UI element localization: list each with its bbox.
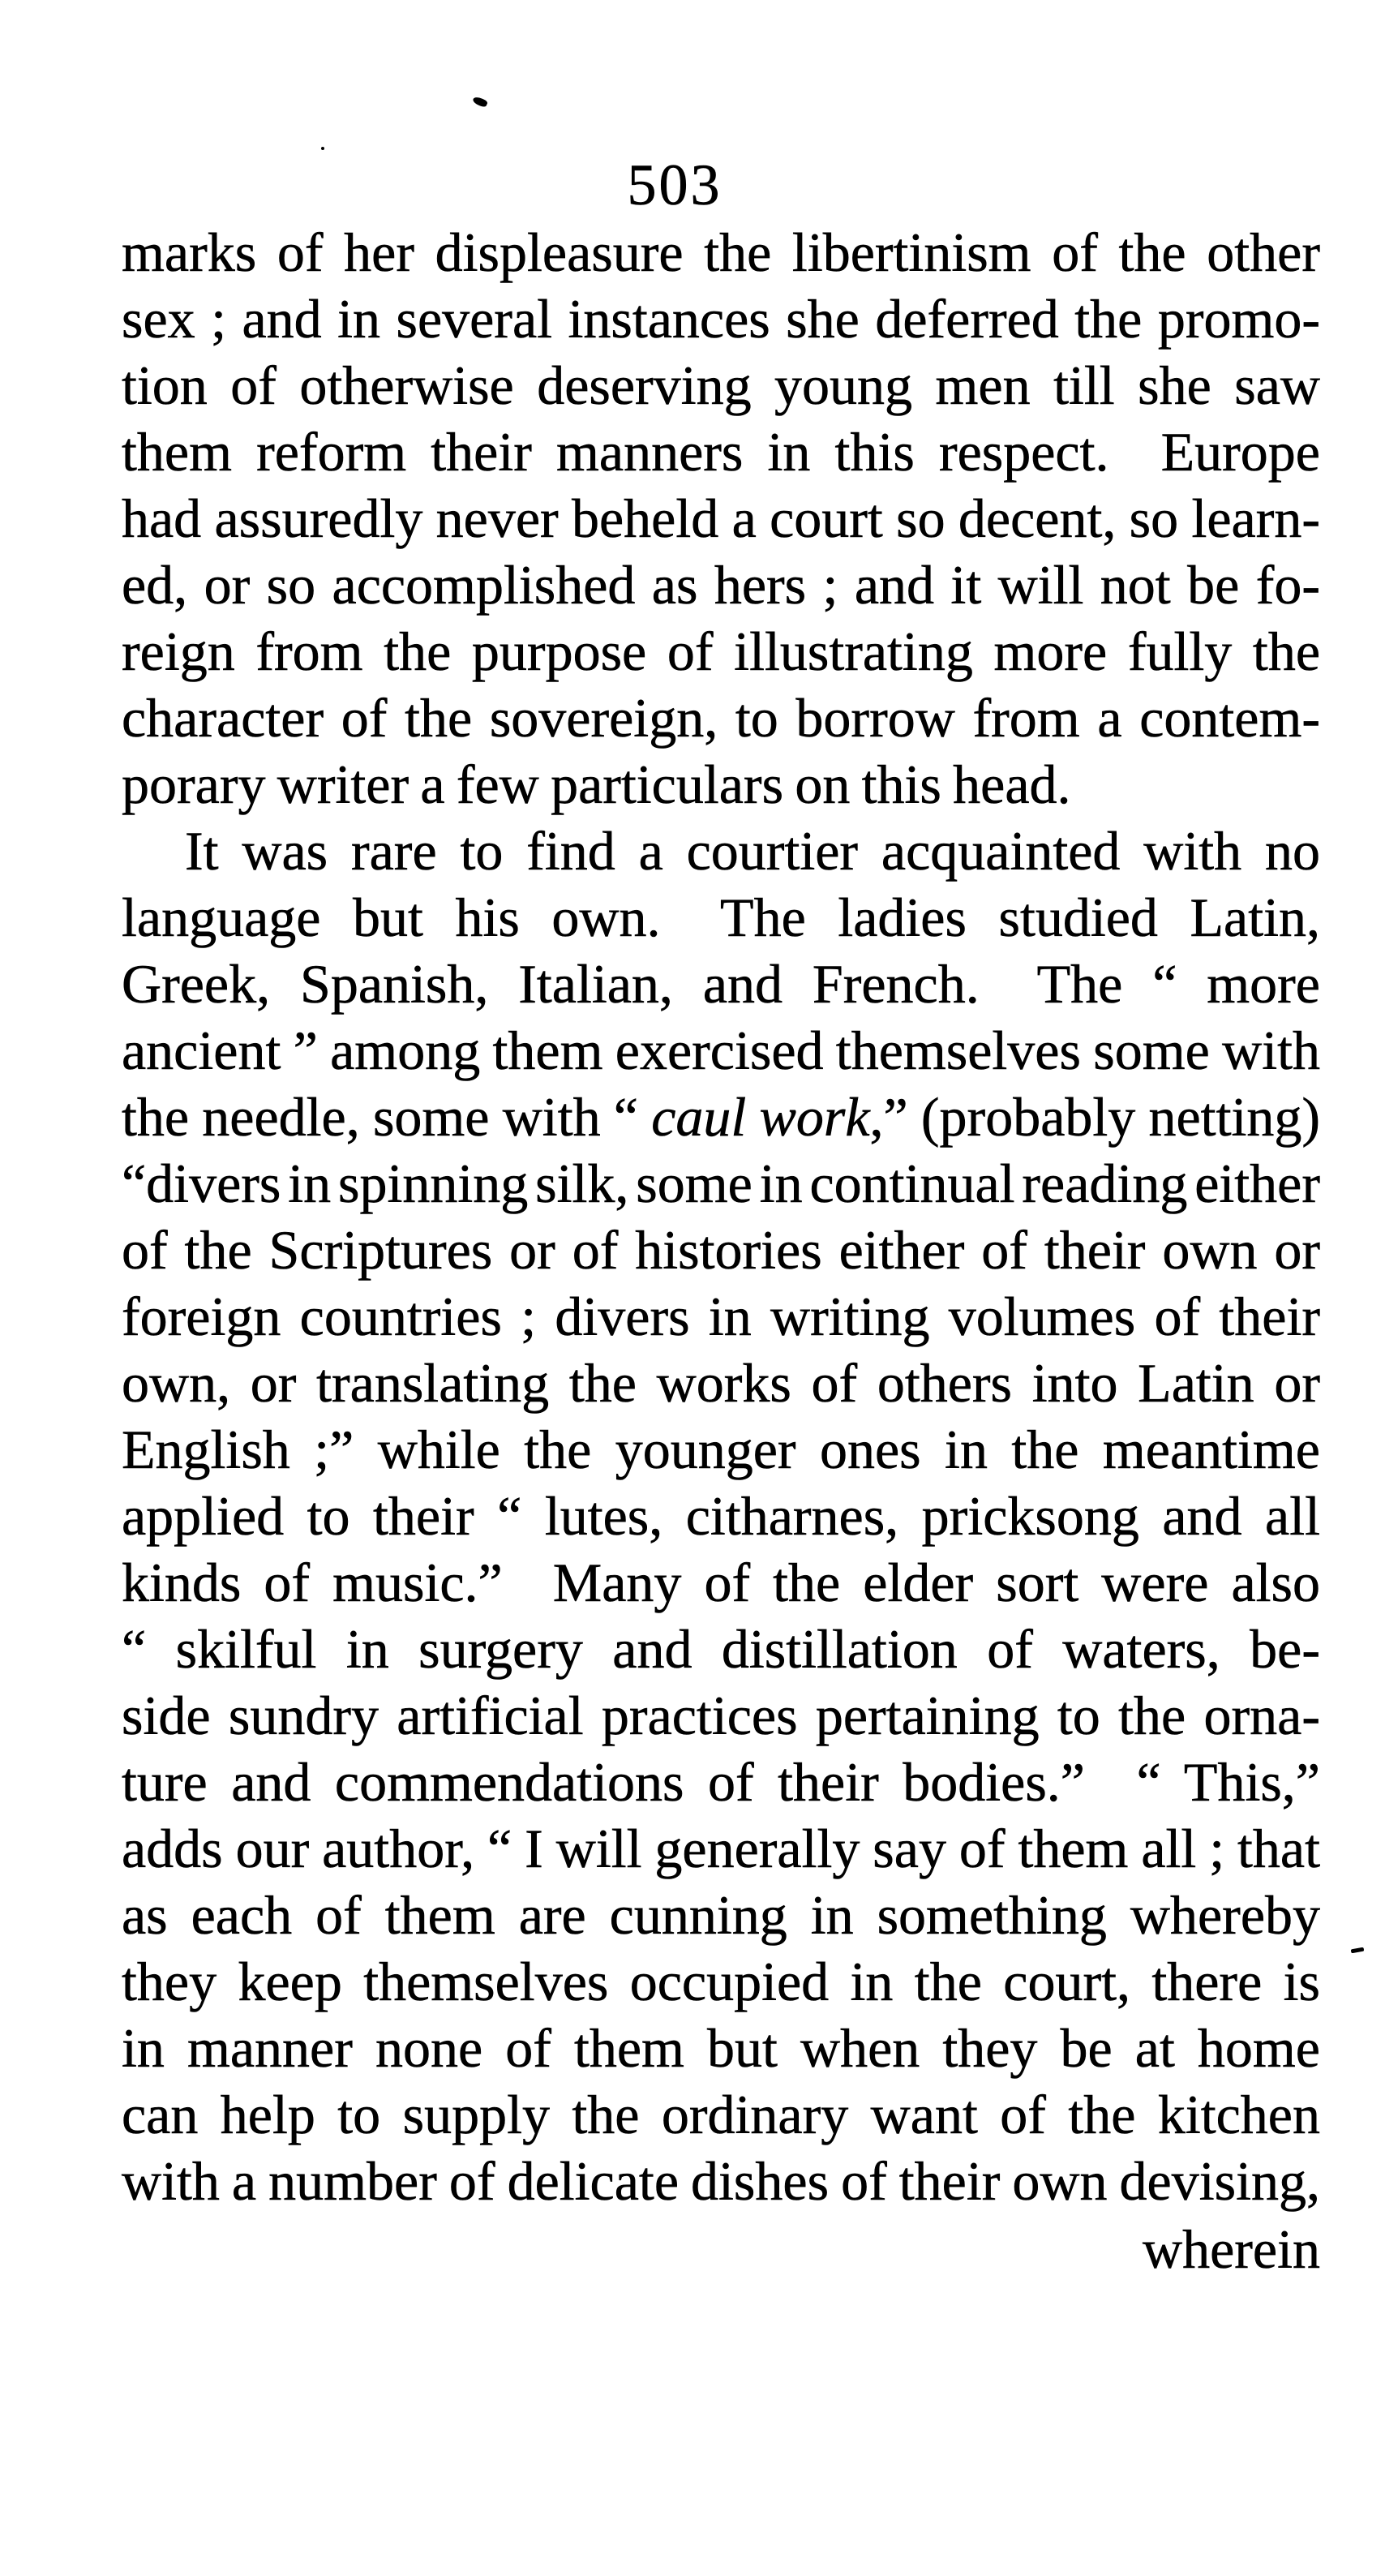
text-line bbox=[122, 618, 1320, 685]
text-segment: marks of her displeasure the libertinism of the other bbox=[122, 221, 1320, 283]
text-block bbox=[122, 219, 1320, 2214]
text-line bbox=[122, 1217, 1320, 1283]
text-line bbox=[122, 1483, 1320, 1549]
text-segment: had assuredly never beheld a court so decent, so learn- bbox=[122, 487, 1320, 549]
text-segment: with a number of delicate dishes of their own devising, bbox=[122, 2150, 1320, 2212]
text-segment: them reform their manners in this respect. Europe bbox=[122, 421, 1320, 483]
text-segment: “divers in spinning silk, some in continual reading either bbox=[122, 1153, 1320, 1214]
text-line bbox=[122, 2081, 1320, 2148]
text-line bbox=[122, 1283, 1320, 1350]
text-segment: “ skilful in surgery and distillation of waters, be- bbox=[122, 1618, 1320, 1680]
text-line bbox=[122, 1350, 1320, 1416]
text-line bbox=[122, 1882, 1320, 1948]
text-segment: foreign countries ; divers in writing volumes of their bbox=[122, 1286, 1320, 1347]
text-line bbox=[122, 1815, 1320, 1882]
text-segment: ancient ” among them exercised themselves some with bbox=[122, 1020, 1320, 1081]
text-line bbox=[122, 1948, 1320, 2015]
text-segment: Greek, Spanish, Italian, and French. The “ more bbox=[122, 953, 1320, 1015]
ink-speck bbox=[472, 96, 488, 109]
text-segment: as each of them are cunning in something whereby bbox=[122, 1884, 1320, 1946]
text-segment: adds our author, “ I will generally say of them all ; that bbox=[122, 1818, 1320, 1879]
text-line bbox=[122, 1749, 1320, 1815]
text-line bbox=[122, 1682, 1320, 1749]
text-segment: they keep themselves occupied in the court, there is bbox=[122, 1951, 1320, 2012]
text-line bbox=[122, 818, 1320, 884]
text-line bbox=[122, 1549, 1320, 1616]
text-segment: the needle, some with “ bbox=[122, 1086, 652, 1148]
margin-dash-mark bbox=[1351, 1947, 1365, 1954]
text-segment: porary writer a few particulars on this head. bbox=[122, 753, 1071, 815]
text-segment: side sundry artificial practices pertaining to the orna- bbox=[122, 1685, 1320, 1746]
text-segment: ed, or so accomplished as hers ; and it will not be fo- bbox=[122, 554, 1320, 616]
text-segment: can help to supply the ordinary want of the kitchen bbox=[122, 2084, 1320, 2145]
text-line bbox=[122, 286, 1320, 352]
text-segment: language but his own. The ladies studied Latin, bbox=[122, 887, 1320, 948]
text-segment: of the Scriptures or of histories either of their own or bbox=[122, 1219, 1320, 1281]
text-line bbox=[122, 1150, 1320, 1217]
text-line bbox=[122, 1416, 1320, 1483]
text-line bbox=[122, 552, 1320, 618]
text-line bbox=[122, 1616, 1320, 1682]
text-line bbox=[122, 352, 1320, 419]
text-segment: It was rare to find a courtier acquainted with no bbox=[185, 820, 1320, 882]
text-segment: in manner none of them but when they be at home bbox=[122, 2017, 1320, 2079]
text-segment: tion of otherwise deserving young men till she saw bbox=[122, 354, 1320, 416]
text-segment: sex ; and in several instances she deferred the promo- bbox=[122, 288, 1320, 350]
text-line bbox=[122, 485, 1320, 552]
text-line bbox=[122, 751, 1320, 818]
ink-dot bbox=[321, 147, 324, 150]
text-segment: character of the sovereign, to borrow from a contem- bbox=[122, 687, 1320, 749]
catchword: wherein bbox=[1142, 2218, 1320, 2280]
text-segment: English ;” while the younger ones in the meantime bbox=[122, 1419, 1320, 1480]
page-number: 503 bbox=[627, 152, 723, 217]
text-line bbox=[122, 419, 1320, 485]
text-line bbox=[122, 951, 1320, 1017]
text-segment: applied to their “ lutes, citharnes, pricksong and all bbox=[122, 1485, 1320, 1547]
text-line bbox=[122, 2015, 1320, 2081]
text-line bbox=[122, 1084, 1320, 1150]
italic-phrase: caul work bbox=[651, 1086, 870, 1148]
text-line bbox=[122, 1017, 1320, 1084]
catchword-row bbox=[122, 2216, 1320, 2282]
text-segment: ture and commendations of their bodies.” “ This,” bbox=[122, 1751, 1320, 1813]
text-line bbox=[122, 219, 1320, 286]
text-segment: kinds of music.” Many of the elder sort were also bbox=[122, 1552, 1320, 1613]
text-segment: reign from the purpose of illustrating more fully the bbox=[122, 620, 1320, 682]
text-line bbox=[122, 685, 1320, 751]
text-line bbox=[122, 884, 1320, 951]
text-segment: own, or translating the works of others into Latin or bbox=[122, 1352, 1320, 1414]
text-segment: ,” (probably netting) bbox=[869, 1086, 1320, 1148]
text-line bbox=[122, 2148, 1320, 2214]
